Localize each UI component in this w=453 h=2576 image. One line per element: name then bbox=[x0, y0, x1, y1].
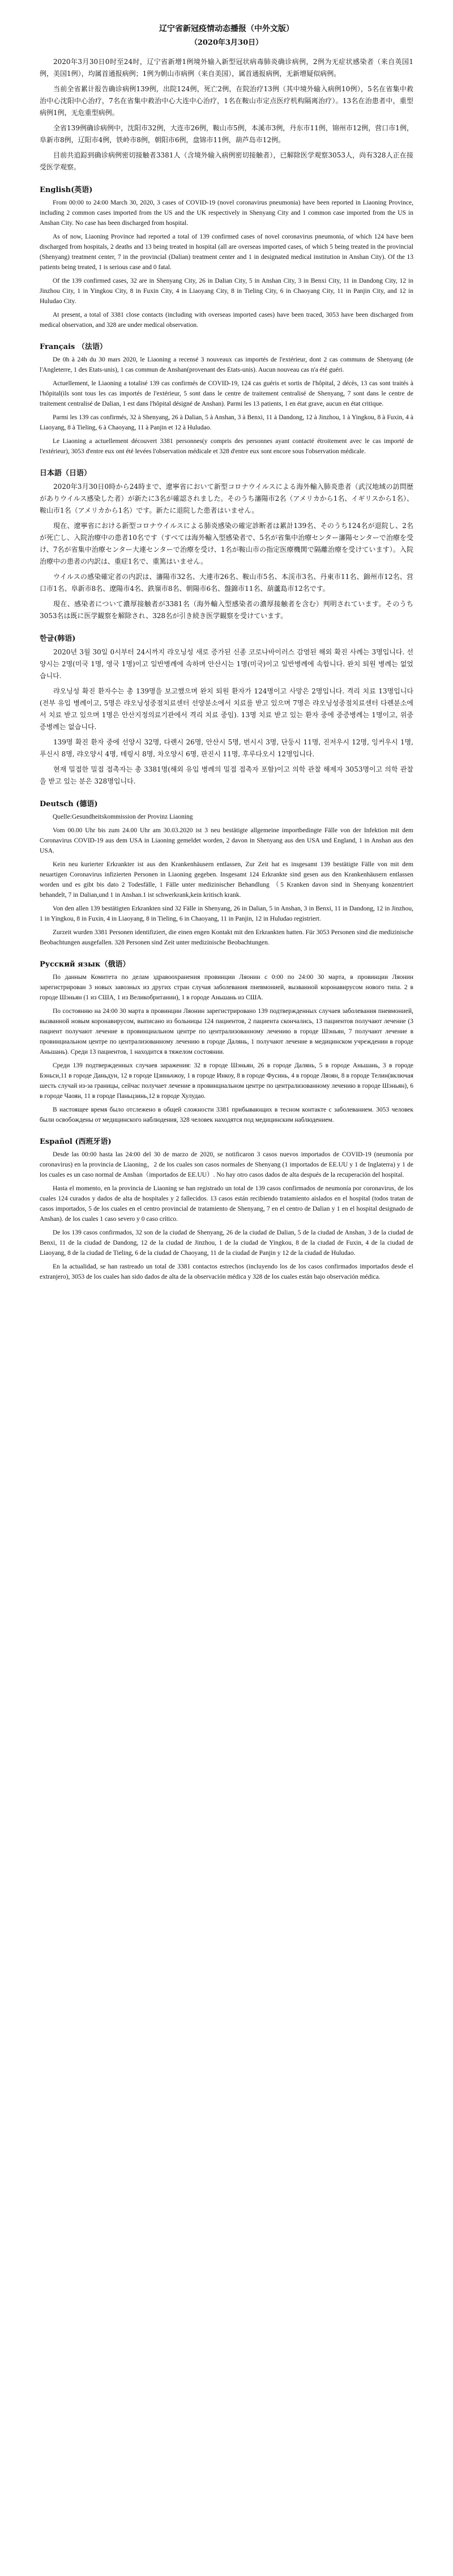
section-heading: Русский язык（俄语） bbox=[40, 960, 130, 969]
section-heading: Français （法语） bbox=[40, 343, 107, 351]
paragraph: Von den allen 139 bestätigten Erkrankten sind 32 Fälle in Shenyang, 26 in Dalian, 5 in Anshan, 3 in Benxi, 11 in Dandong, 12 in Jinzhou, 1 in Yingkou, 8 in Fuxin, 4 in Liaoyang, 8 in Tieling, 6 in Chaoyang, 11 in Panjin, 12 in Huludao registriert. bbox=[40, 905, 413, 922]
paragraph: 현재 밀접한 밀접 접촉자는 총 3381명(해외 유입 병례의 밀접 접촉자 포함)이고 의학 관찰 해제자 3053명이고 의학 관찰을 받고 있는 분은 328명입니다. bbox=[40, 765, 413, 785]
section-chinese bbox=[40, 56, 413, 173]
paragraph: Kein neu kurierter Erkrankter ist aus den Krankenhäusern entlassen, Zur Zeit hat es insgesamt 139 bestätigte Fälle von mit dem neuartigen Coronavirus infizierten Personen in Liaoning gegeben. Insgesamt 124 Erkrankte sind gesen aus den Krankenhäusern entlassen worden und es gibt bis dato 2 Todesfälle, 1 Fälle unter medizinischer Behandlung （5 Kranken davon sind in Shenyang konzentriert behandelt, 7 in Dalian,und 1 in Anshan.1 ist schwerkrank,kein kritisch krank. bbox=[40, 861, 413, 899]
paragraph: 当前全省累计报告确诊病例139例，出院124例，死亡2例，在院治疗13例（其中境外输入病例10例），5名在省集中救治中心沈阳中心治疗，7名在省集中救治中心大连中心治疗，1名在鞍山市定点医疗机构隔离治疗）。13名在治患者中，重型病例1例，无危重型病例。 bbox=[40, 85, 413, 117]
paragraph: ウイルスの感染確定者の内訳は、瀋陽市32名、大連市26名、鞍山市5名、本渓市3名、丹東市11名、錦州市12名、営口市1名、阜新市8名、遼陽市4名、鉄嶺市8名、朝陽市6名、盤錦市11名、葫蘆島市12名です。 bbox=[40, 573, 413, 593]
paragraph: As of now, Liaoning Province had reported a total of 139 confirmed cases of novel coronavirus pneumonia, of which 124 have been discharged from hospitals, 2 deaths and 13 being treated in hospital (all are overseas imported cases, of which 5 being treated in the provincial (Shenyang) treatment center, 7 in the provincial (Dalian) treatment center and 1 in designated medical institution in Anshan City). Of the 13 patients being treated, 1 is serious case and 0 fatal. bbox=[40, 233, 413, 271]
paragraph: 現在、遼寧省における新型コロナウイルスによる肺炎感染の確定診断者は累計139名、そのうち124名が退院し、2名が死亡し、入院治療中の患者10名です（すべては海外輸入型感染者で、5名が省集中治療センター瀋陽センターで治療を受け、7名が省集中治療センター大連センターで治療を受け、1名が鞍山市の指定医療機関で隔離治療を受けています）。入院治療中の患者の内訳は、重症1名で、重篤はいません。 bbox=[40, 522, 413, 565]
section-japanese bbox=[40, 467, 413, 622]
paragraph: Parmi les 139 cas confirmés, 32 à Shenyang, 26 à Dalian, 5 à Anshan, 3 à Benxi, 11 à Dandong, 12 à Jinzhou, 1 à Yingkou, 8 à Fuxin, 4 à Liaoyang, 8 à Tieling, 6 à Chaoyang, 11 à Panjin et 12 à Huludao. bbox=[40, 414, 413, 431]
section-heading: 한글(韩语) bbox=[40, 635, 76, 643]
section-spanish bbox=[40, 1135, 413, 1282]
paragraph: Zurzeit wurden 3381 Personen identifiziert, die einen engen Kontakt mit den Erkrankten hatten. Für 3053 Personen sind die medizinische Beobachtungen ausgefallen. 328 Personen sind Zeit unter medizinische Beobachtungen. bbox=[40, 929, 413, 946]
section-french bbox=[40, 340, 413, 457]
document-page bbox=[40, 0, 413, 1282]
paragraph: Quelle:Gesundheitskommission der Provinz Liaoning bbox=[53, 814, 193, 820]
section-english bbox=[40, 184, 413, 330]
section-heading: 日本語（日语） bbox=[40, 469, 92, 478]
section-korean bbox=[40, 632, 413, 787]
section-heading: English(英语) bbox=[40, 186, 93, 194]
paragraph: De 0h à 24h du 30 mars 2020, le Liaoning a recensé 3 nouveaux cas importés de l'extérieur, dont 2 cas communs de Shenyang (de l'Angleterre, 1 des Etats-unis), 1 cas commun de Anshan(provenant des Etats-unis). Aucun nouveau cas n'a été guéri. bbox=[40, 356, 413, 373]
paragraph: Hasta el momento, en la provincia de Liaoning se han registrado un total de 139 casos confirmados de neumonía por coronavirus, de los cuales 124 curados y dados de alta de hospitales y 2 fallecidos. 13 casos están recibiendo tratamiento aislados en el hospital (todos tratan de casos importados, 5 de los cuales en el centro provincial de tratamiento de Shenyang, 7 en el centro de Dalian y 1 en el hospital designado de Anshan). de los cuales 1 caso severo y 0 caso crítico. bbox=[40, 1185, 413, 1223]
section-heading: Deutsch (德语) bbox=[40, 800, 98, 808]
paragraph: 2020年3月30日0时至24时，辽宁省新增1例境外输入新型冠状病毒肺炎确诊病例，2例为无症状感染者（来自英国1例，美国1例），均属首通报病例；1例为朝山市病例（来自美国），属首通报病例，无新增疑似病例。 bbox=[40, 58, 413, 78]
paragraph: Desde las 00:00 hasta las 24:00 del 30 de marzo de 2020, se notificaron 3 casos nuevos importados de COVID-19 (neumonía por coronavirus) en la provincia de Liaoning，2 de los cuales son casos normales de Shenyang (1 importados de EE.UU y 1 de Inglaterra) y 1 de los cuales es un caso normal de Anshan（importados de EE.UU）. No hay otro casos dados de alta después de la recuperación del hospital. bbox=[40, 1151, 413, 1178]
paragraph: En la actualidad, se han rastreado un total de 3381 contactos estrechos (incluyendo los de los casos confirmados importados desde el extranjero), 3053 de los cuales han sido dados de alta de la observación médica y 328 de los cuales están bajo observación médica. bbox=[40, 1263, 413, 1280]
section-russian bbox=[40, 958, 413, 1125]
paragraph: 랴오닝성 확진 환자수는 총 139명을 보고했으며 완치 퇴원 환자가 124명이고 사망은 2명입니다. 격리 치료 13명입니다(전부 유입 병례이고, 5명은 랴오닝성중점치료센터 선양분소에서 치료를 받고 있으며 7명은 랴오닝성중점치료센터 다롄분소에서 치료 받고 있으며 1명은 안산지정의료기관에서 격리 치료 중임). 13명 치료 받고 있는 환자 중에 중증병례는 1명이고, 위중증병례는 없습니다. bbox=[40, 687, 413, 731]
section-german bbox=[40, 798, 413, 948]
paragraph: Vom 00.00 Uhr bis zum 24.00 Uhr am 30.03.2020 ist 3 neu bestätigte allgemeine importbedingte Fälle von der Infektion mit dem Coronavirus COVID-19 aus dem USA in Liaoning gemeldet worden, 2 davon in Shenyang aus den USA und England, 1 in Anshan aus den USA. bbox=[40, 827, 413, 854]
paragraph: 2020년 3월 30일 0시부터 24시까지 랴오닝성 새로 증가된 신종 코로나바이러스 감염된 해외 확진 사례는 3명입니다. 선양시는 2명(미국 1명, 영국 1명)이고 일반병례에 속하며 안산시는 1명(미국)이고 일반병례에 속합니다. 완치 퇴원 병례는 없었습니다. bbox=[40, 648, 413, 680]
paragraph: 2020年3月30日0時から24時まで、遼寧省において新型コロナウイルスによる海外輸入肺炎患者（武汉地域の訪問歴がありウイルス感染した者）が新たに3名が確認されました。そのうち瀋陽市2名（アメリカから1名、イギリスから1名）、鞍山市1名（アメリカから1名）です。新たに退院した患者はいません。 bbox=[40, 483, 413, 514]
paragraph: Среди 139 подтвержденных случаев заражения: 32 в городе Шэньян, 26 в городе Далянь, 5 в городе Аньшань, 3 в городе Бэньси,11 в городе Даньдун, 12 в городе Цзиньчжоу, 1 в городе Инкоу, 8 в городе Фусинь, 4 в городе Ляоян, 8 в городе Телин(включая шесть случай из-за границы, сейчас получает лечение в провинциальном центре по централизованному лечению в городе Шэньян), 6 в городе Чаоян, 11 в городе Паньцзинь,12 в городе Хулудао. bbox=[40, 1062, 413, 1100]
paragraph: В настоящее время было отслежено в общей сложности 3381 прибывающих в тесном контакте с заболеванием. 3053 человек были освобождены от медицинского наблюдения, 328 человек находятся под медицинским наблюдением. bbox=[40, 1106, 413, 1123]
paragraph: По состоянию на 24:00 30 марта в провинции Ляонин зарегистрировано 139 подтвержденных случаев заболевания пневмонией, вызванной новым коронавирусом, выписано из больницы 124 пациентов, 2 пациента скончались, 13 пациентов получают лечение (3 пациент получают лечение в провинциальном центре по централизованному лечению в городе Шэньян, 7 получают лечение в провинциальном центре по централизованному лечению в городе Далянь, 1 получают лечение в медицинском учреждении в городе Аньшань). Среди 13 пациентов, 1 находится в тяжелом состоянии. bbox=[40, 1008, 413, 1055]
paragraph: Actuellement, le Liaoning a totalisé 139 cas confirmés de COVID-19, 124 cas guéris et sortis de l'hôpital, 2 décès, 13 cas sont traités à l'hôpital(ils sont tous les cas importés de l'extérieur, 5 sont dans le centre de traitement centralisé de Shenyang, 7 sont dans le centre de traitement centralisé de Dalian, 1 est dans l'hôpital désigné de Anshan). Parmi les 13 patients, 1 en état grave, aucun en état critique. bbox=[40, 380, 413, 407]
section-heading: Español (西班牙语) bbox=[40, 1138, 112, 1146]
paragraph: 139명 확진 환자 중에 선양시 32명, 다롄시 26명, 안산시 5명, 번시시 3명, 단둥시 11명, 진저우시 12명, 잉커우시 1명, 푸신시 8명, 랴오양시 4명, 톄링시 8명, 차오양시 6명, 판진시 11명, 후루다오시 12명입니다. bbox=[40, 738, 413, 758]
paragraph: Le Liaoning a actuellement découvert 3381 personnes(y compris des personnes ayant contacté étroitement avec le cas importé de l'extérieur), 3053 d'entre eux ont été levées l'observation médicale et 328 d'entre eux sont encore sous l'observation médicale. bbox=[40, 438, 413, 455]
document-title: 辽宁省新冠疫情动态播报（中外文版） bbox=[159, 24, 294, 33]
paragraph: По данным Комитета по делам здравоохранения провинции Ляонин с 0:00 по 24:00 30 марта, в провинции Ляонин зарегистрирован 3 новых завозных из других стран случая заболевания пневмонией, вызванной коронавирусом нового типа. 2 в городе Шэньян (1 из США, 1 из Великобритании), 1 в городе Аньшань из США. bbox=[40, 974, 413, 1001]
paragraph: At present, a total of 3381 close contacts (including with overseas imported cases) have been traced, 3053 have been discharged from medical observation, and 328 are under medical observation. bbox=[40, 312, 413, 329]
paragraph: 現在、感染者について濃厚接触者が3381名（海外輸入型感染者の濃厚接触者を含む）判明されています。そのうち3053名は既に医学観察を解除され、328名が引き続き医学観察を受けています。 bbox=[40, 600, 413, 620]
paragraph: De los 139 casos confirmados, 32 son de la ciudad de Shenyang, 26 de la ciudad de Dalian, 5 de la ciudad de Anshan, 3 de la ciudad de Benxi, 11 de la ciudad de Dandong, 12 de la ciudad de Jinzhou, 1 de la ciudad de Yingkou, 8 de la ciudad de Fuxin, 4 de la ciudad de Liaoyang, 8 de la ciudad de Tieling, 6 de la ciudad de Chaoyang, 11 de la ciudad de Panjin y 12 de la ciudad de Huludao. bbox=[40, 1229, 413, 1257]
document-date: （2020年3月30日） bbox=[190, 39, 263, 47]
paragraph: From 00:00 to 24:00 March 30, 2020, 3 cases of COVID-19 (novel coronavirus pneumonia) have been reported in Liaoning Province, including 2 common cases imported from the US and the UK respectively in Shenyang City and 1 common case imported from the US in Anshan City. No case has been discharged from hospital. bbox=[40, 199, 413, 227]
paragraph: 全省139例确诊病例中，沈阳市32例，大连市26例，鞍山市5例，本溪市3例，丹东市11例，锦州市12例，营口市1例，阜新市8例，辽阳市4例，铁岭市8例，朝阳市6例，盘锦市11例，葫芦岛市12例。 bbox=[40, 124, 413, 144]
paragraph: Of the 139 confirmed cases, 32 are in Shenyang City, 26 in Dalian City, 5 in Anshan City, 3 in Benxi City, 11 in Dandong City, 12 in Jinzhou City, 1 in Yingkou City, 8 in Fuxin City, 4 in Liaoyang City, 8 in Tieling City, 6 in Chaoyang City, 11 in Panjin City, and 12 in Huludao City. bbox=[40, 278, 413, 305]
paragraph: 目前共追踪到确诊病例密切接触者3381人（含境外输入病例密切接触者），已解除医学观察3053人，尚有328人正在接受医学观察。 bbox=[40, 151, 413, 171]
